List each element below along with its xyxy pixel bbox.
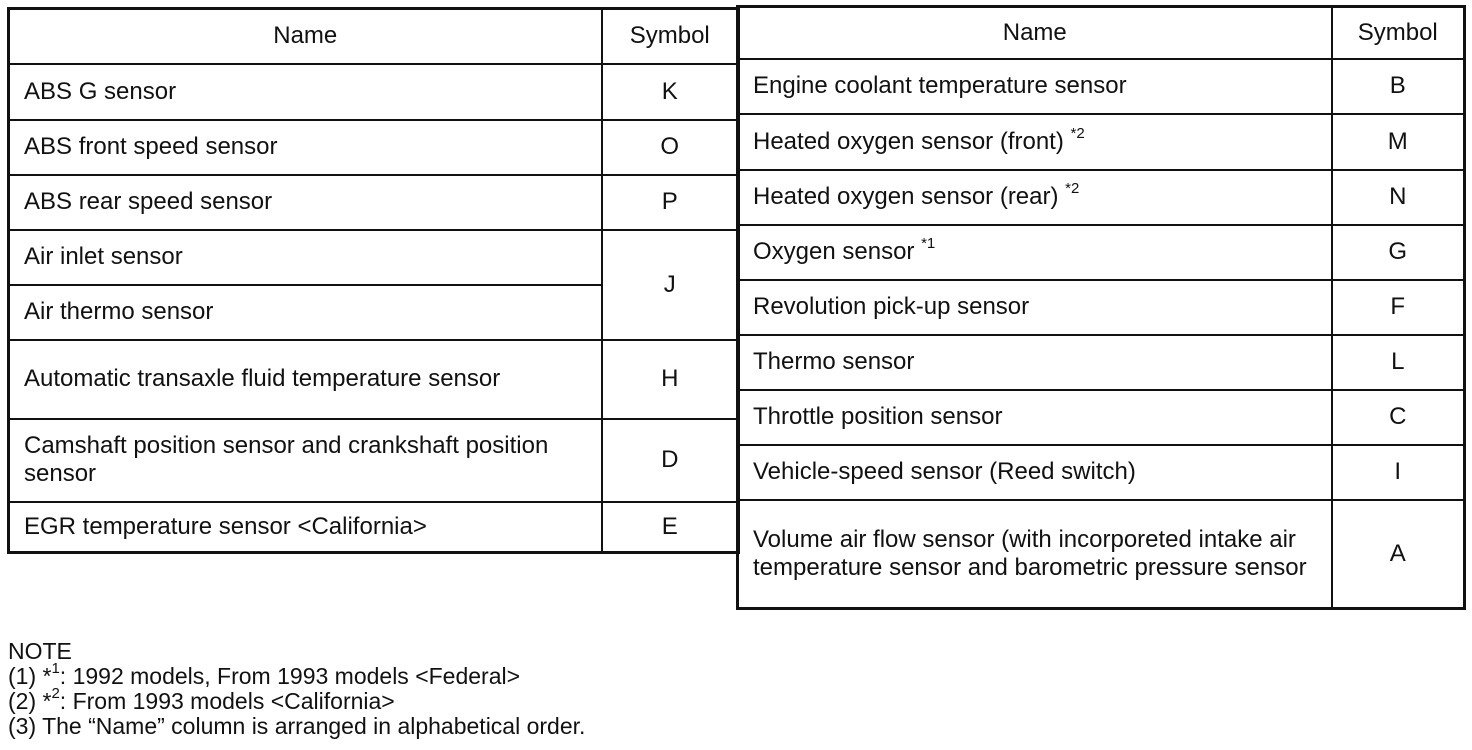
sensor-symbol: I (1332, 445, 1465, 500)
left-sensor-table (7, 7, 740, 554)
symbol-column-header: Symbol (602, 9, 739, 64)
footnote-marker: 1 (51, 660, 60, 678)
table-row (738, 225, 1465, 280)
footnote-marker: 2 (51, 685, 60, 703)
note-item-text: (3) The “Name” column is arranged in alphabetical order. (8, 713, 586, 739)
sensor-symbol: O (602, 120, 739, 175)
sensor-symbol: N (1332, 170, 1465, 225)
table-row (9, 230, 739, 285)
sensor-symbol: P (602, 175, 739, 230)
sensor-name: Throttle position sensor (738, 390, 1332, 445)
sensor-name-cell (738, 114, 1332, 170)
table-row (738, 170, 1465, 225)
footnote-marker: *2 (1070, 124, 1085, 142)
sensor-symbol: C (1332, 390, 1465, 445)
right-sensor-table (736, 5, 1466, 610)
sensor-symbol: M (1332, 114, 1465, 170)
note-item (8, 660, 585, 689)
note-item-prefix: (2) * (8, 688, 52, 714)
sensor-name: Revolution pick-up sensor (738, 280, 1332, 335)
sensor-name: Heated oxygen sensor (rear) (753, 183, 1059, 210)
table-row (9, 175, 739, 230)
sensor-name: ABS G sensor (9, 64, 602, 120)
table-row (738, 114, 1465, 170)
sensor-name: Air inlet sensor (9, 230, 602, 285)
sensor-symbol: D (602, 419, 739, 502)
table-row (9, 64, 739, 120)
sensor-symbol: J (602, 230, 739, 340)
table-row (738, 500, 1465, 609)
sensor-name: ABS rear speed sensor (9, 175, 602, 230)
table-row (9, 419, 739, 502)
sensor-symbol: F (1332, 280, 1465, 335)
sensor-symbol: E (602, 502, 739, 553)
sensor-name: Volume air flow sensor (with incorporeted intake air temperature sensor and barometric pressure sensor (738, 500, 1332, 609)
note-title: NOTE (8, 638, 72, 664)
sensor-name-cell (738, 225, 1332, 280)
table-row (738, 335, 1465, 390)
table-header-row (738, 7, 1465, 59)
table-row (9, 502, 739, 553)
sensor-name: Oxygen sensor (753, 238, 915, 265)
symbol-column-header: Symbol (1332, 7, 1465, 59)
note-item-text: : 1992 models, From 1993 models <Federal> (59, 663, 521, 689)
sensor-name: Air thermo sensor (9, 285, 602, 340)
name-column-header: Name (738, 7, 1332, 59)
note-block (8, 639, 585, 739)
note-item (8, 714, 585, 739)
table-row (738, 445, 1465, 500)
table-row (9, 120, 739, 175)
sensor-symbol: H (602, 340, 739, 419)
sensor-symbol: L (1332, 335, 1465, 390)
sensor-name-cell (738, 170, 1332, 225)
sensor-name: EGR temperature sensor <California> (9, 502, 602, 553)
sensor-name: Engine coolant temperature sensor (738, 59, 1332, 114)
sensor-symbol: A (1332, 500, 1465, 609)
sensor-name: ABS front speed sensor (9, 120, 602, 175)
table-header-row (9, 9, 739, 64)
sensor-name: Camshaft position sensor and crankshaft position sensor (9, 419, 602, 502)
sensor-symbol: B (1332, 59, 1465, 114)
note-item-text: : From 1993 models <California> (59, 688, 395, 714)
table-row (9, 340, 739, 419)
table-row (738, 59, 1465, 114)
sensor-name: Vehicle-speed sensor (Reed switch) (738, 445, 1332, 500)
footnote-marker: *2 (1065, 180, 1080, 197)
sensor-name: Heated oxygen sensor (front) (753, 127, 1064, 155)
note-item-prefix: (1) * (8, 663, 52, 689)
sensor-name: Thermo sensor (738, 335, 1332, 390)
sensor-symbol: K (602, 64, 739, 120)
note-item (8, 685, 585, 714)
sensor-symbol: G (1332, 225, 1465, 280)
name-column-header: Name (9, 9, 602, 64)
footnote-marker: *1 (921, 235, 936, 252)
table-row (738, 280, 1465, 335)
table-row (738, 390, 1465, 445)
sensor-name: Automatic transaxle fluid temperature sensor (9, 340, 602, 419)
